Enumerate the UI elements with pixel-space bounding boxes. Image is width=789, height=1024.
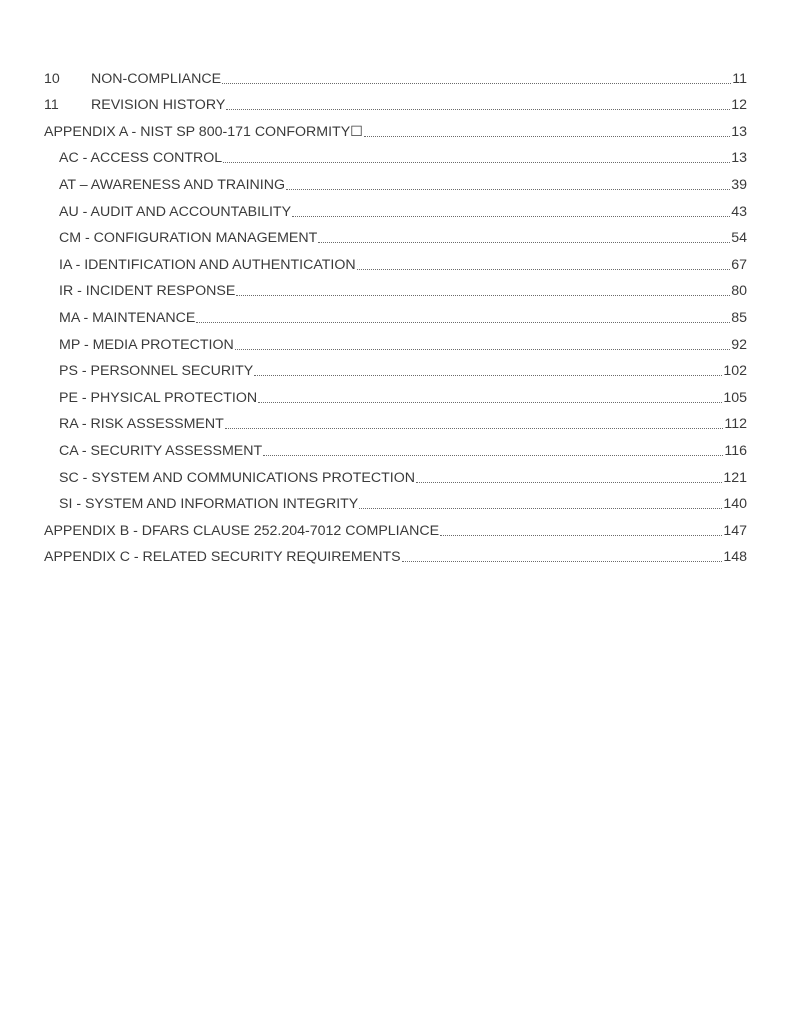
- toc-entry-audit-accountability[interactable]: [44, 194, 747, 221]
- dot-leader: [364, 136, 730, 137]
- toc-entry-title: AT – AWARENESS AND TRAINING: [59, 176, 285, 193]
- toc-page-number: 80: [731, 283, 747, 300]
- dot-leader: [226, 109, 730, 110]
- toc-entry-title: APPENDIX C - RELATED SECURITY REQUIREMENTS: [44, 549, 401, 566]
- dot-leader: [416, 482, 722, 483]
- toc-entry-awareness-training[interactable]: [44, 167, 747, 194]
- dot-leader: [196, 322, 730, 323]
- dot-leader: [236, 295, 730, 296]
- toc-entry-title: IA - IDENTIFICATION AND AUTHENTICATION: [59, 256, 356, 273]
- dot-leader: [318, 242, 730, 243]
- toc-page-number: 11: [732, 70, 747, 87]
- toc-entry-title: RA - RISK ASSESSMENT: [59, 416, 224, 433]
- dot-leader: [235, 349, 730, 350]
- toc-page-number: 54: [731, 230, 747, 247]
- toc-page-number: 13: [731, 150, 747, 167]
- dot-leader: [223, 162, 730, 163]
- toc-entry-title: MP - MEDIA PROTECTION: [59, 336, 234, 353]
- toc-page-number: 112: [724, 416, 747, 433]
- toc-page-number: 147: [723, 522, 747, 539]
- toc-entry-access-control[interactable]: [44, 141, 747, 168]
- toc-entry-appendix-c[interactable]: [44, 540, 747, 567]
- toc-entry-title: PS - PERSONNEL SECURITY: [59, 363, 254, 380]
- toc-page-number: 39: [731, 176, 747, 193]
- toc-entry-title: MA - MAINTENANCE: [59, 309, 196, 326]
- dot-leader: [402, 561, 723, 562]
- dot-leader: [225, 428, 724, 429]
- toc-entry-system-information-integrity[interactable]: [44, 487, 747, 514]
- dot-leader: [263, 455, 723, 456]
- toc-entry-personnel-security[interactable]: [44, 354, 747, 381]
- toc-entry-media-protection[interactable]: [44, 327, 747, 354]
- dot-leader: [286, 189, 730, 190]
- toc-entry-physical-protection[interactable]: [44, 380, 747, 407]
- toc-entry-configuration-management[interactable]: [44, 221, 747, 248]
- toc-page-number: 102: [723, 363, 747, 380]
- toc-entry-title: CM - CONFIGURATION MANAGEMENT: [59, 230, 318, 247]
- toc-page-number: 12: [731, 97, 747, 114]
- toc-entry-incident-response[interactable]: [44, 274, 747, 301]
- toc-page-number: 13: [731, 123, 747, 140]
- dot-leader: [357, 269, 731, 270]
- toc-page-number: 121: [723, 469, 747, 486]
- toc-page-number: 67: [731, 256, 747, 273]
- dot-leader: [440, 535, 722, 536]
- toc-entry-maintenance[interactable]: [44, 300, 747, 327]
- toc-entry-title: NON-COMPLIANCE: [91, 70, 222, 87]
- toc-entry-non-compliance[interactable]: [44, 61, 747, 88]
- toc-entry-appendix-b[interactable]: [44, 513, 747, 540]
- toc-entry-title: IR - INCIDENT RESPONSE: [59, 283, 236, 300]
- dot-leader: [222, 83, 731, 84]
- toc-entry-title: AU - AUDIT AND ACCOUNTABILITY: [59, 203, 292, 220]
- toc-entry-title: SC - SYSTEM AND COMMUNICATIONS PROTECTION: [59, 469, 416, 486]
- toc-page-number: 105: [723, 389, 747, 406]
- toc-page-number: 43: [731, 203, 747, 220]
- toc-page-number: 116: [724, 442, 747, 459]
- toc-entry-appendix-a[interactable]: [44, 114, 747, 141]
- dot-leader: [359, 508, 722, 509]
- toc-page-number: 85: [731, 309, 747, 326]
- toc-entry-system-communications-protection[interactable]: [44, 460, 747, 487]
- toc-entry-title: CA - SECURITY ASSESSMENT: [59, 442, 263, 459]
- toc-section-number: 10: [44, 70, 60, 87]
- toc-entry-identification-authentication[interactable]: [44, 247, 747, 274]
- toc-entry-title: APPENDIX A - NIST SP 800-171 CONFORMITY☐: [44, 123, 363, 140]
- toc-page-number: 148: [723, 549, 747, 566]
- toc-entry-title: REVISION HISTORY: [91, 97, 226, 114]
- dot-leader: [292, 216, 730, 217]
- toc-entry-title: APPENDIX B - DFARS CLAUSE 252.204-7012 COMPLIANCE: [44, 522, 440, 539]
- table-of-contents: [44, 61, 747, 566]
- toc-entry-title: SI - SYSTEM AND INFORMATION INTEGRITY: [59, 496, 359, 513]
- toc-entry-title: AC - ACCESS CONTROL: [59, 150, 223, 167]
- toc-page-number: 140: [723, 496, 747, 513]
- dot-leader: [254, 375, 722, 376]
- toc-entry-security-assessment[interactable]: [44, 433, 747, 460]
- toc-page-number: 92: [731, 336, 747, 353]
- toc-entry-title: PE - PHYSICAL PROTECTION: [59, 389, 258, 406]
- toc-entry-risk-assessment[interactable]: [44, 407, 747, 434]
- dot-leader: [258, 402, 722, 403]
- toc-entry-revision-history[interactable]: [44, 88, 747, 115]
- toc-section-number: 11: [44, 97, 59, 114]
